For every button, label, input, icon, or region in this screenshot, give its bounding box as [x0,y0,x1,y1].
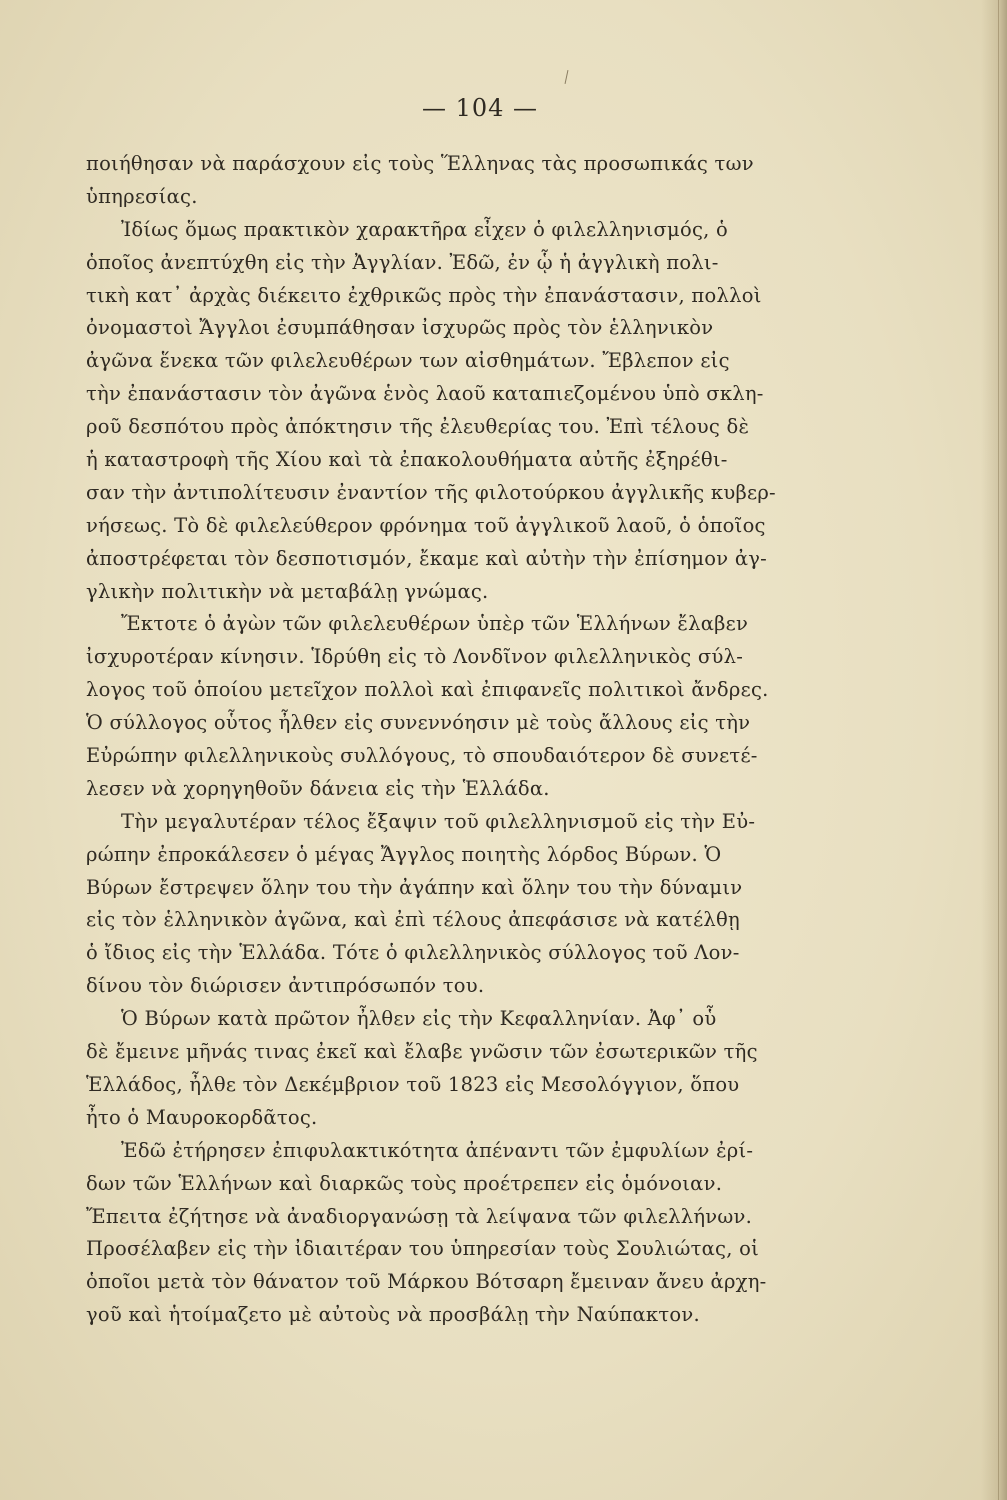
paragraph-start-line: Ἔκτοτε ὁ ἀγὼν τῶν φιλελευθέρων ὑπὲρ τῶν Ἑλλήνων ἔλαβεν [121,612,749,636]
text-line: ἡ καταστροφὴ τῆς Χίου καὶ τὰ ἐπακολουθήματα αὐτῆς ἐξηρέθι- [86,448,728,472]
text-line: νήσεως. Τὸ δὲ φιλελεύθερον φρόνημα τοῦ ἀγγλικοῦ λαοῦ, ὁ ὁποῖος [86,513,766,537]
page-edge-line [998,0,999,1500]
text-line: ὁ ἴδιος εἰς τὴν Ἑλλάδα. Τότε ὁ φιλελληνικὸς σύλλογος τοῦ Λον- [86,941,740,965]
text-line: δίνου τὸν διώρισεν ἀντιπρόσωπόν του. [86,974,485,998]
text-line: Ἑλλάδος, ἦλθε τὸν Δεκέμβριον τοῦ 1823 εἰς Μεσολόγγιον, ὅπου [86,1072,740,1096]
page-edge-shadow [981,0,1007,1500]
text-line: ἀγῶνα ἕνεκα τῶν φιλελευθέρων των αἰσθημάτων. Ἔβλεπον εἰς [86,349,730,373]
paragraph-start-line: Τὴν μεγαλυτέραν τέλος ἔξαψιν τοῦ φιλελληνισμοῦ εἰς τὴν Εὐ- [121,809,756,833]
text-line: ρώπην ἐπροκάλεσεν ὁ μέγας Ἄγγλος ποιητὴς λόρδος Βύρων. Ὁ [86,842,722,866]
text-line: ἰσχυροτέραν κίνησιν. Ἱδρύθη εἰς τὸ Λονδῖνον φιλελληνικὸς σύλ- [86,645,744,669]
text-line: δὲ ἔμεινε μῆνάς τινας ἐκεῖ καὶ ἔλαβε γνῶσιν τῶν ἐσωτερικῶν τῆς [86,1040,758,1064]
text-line: λογος τοῦ ὁποίου μετεῖχον πολλοὶ καὶ ἐπιφανεῖς πολιτικοὶ ἄνδρες. [86,678,769,702]
text-line: Εὐρώπην φιλελληνικοὺς συλλόγους, τὸ σπουδαιότερον δὲ συνετέ- [86,744,758,768]
text-line: Ἔπειτα ἐζήτησε νὰ ἀναδιοργανώσῃ τὰ λείψανα τῶν φιλελλήνων. [86,1204,753,1228]
text-line: ἀποστρέφεται τὸν δεσποτισμόν, ἔκαμε καὶ αὐτὴν τὴν ἐπίσημον ἀγ- [86,546,768,570]
text-line: γλικὴν πολιτικὴν νὰ μεταβάλῃ γνώμας. [86,579,489,603]
text-line: γοῦ καὶ ἡτοίμαζετο μὲ αὐτοὺς νὰ προσβάλῃ τὴν Ναύπακτον. [86,1303,700,1327]
body-text [86,148,846,1332]
text-line: Ὁ σύλλογος οὗτος ἦλθεν εἰς συνεννόησιν μὲ τοὺς ἄλλους εἰς τὴν [86,711,751,735]
text-line: εἰς τὸν ἑλληνικὸν ἀγῶνα, καὶ ἐπὶ τέλους ἀπεφάσισε νὰ κατέλθῃ [86,908,740,932]
text-line: τὴν ἐπανάστασιν τὸν ἀγῶνα ἑνὸς λαοῦ καταπιεζομένου ὑπὸ σκλη- [86,382,764,406]
paragraph-start-line: Ἰδίως ὅμως πρακτικὸν χαρακτῆρα εἶχεν ὁ φιλελληνισμός, ὁ [121,217,729,241]
paragraph-start-line: Ὁ Βύρων κατὰ πρῶτον ἦλθεν εἰς τὴν Κεφαλληνίαν. Ἀφ᾿ οὗ [121,1007,717,1031]
text-line: ὁποῖος ἀνεπτύχθη εἰς τὴν Ἀγγλίαν. Ἐδῶ, ἐν ᾧ ἡ ἀγγλικὴ πολι- [86,250,719,274]
text-line: ὑπηρεσίας. [86,184,198,208]
text-line: λεσεν νὰ χορηγηθοῦν δάνεια εἰς τὴν Ἑλλάδα. [86,776,550,800]
text-line: δων τῶν Ἑλλήνων καὶ διαρκῶς τοὺς προέτρεπεν εἰς ὁμόνοιαν. [86,1171,723,1195]
paragraph-start-line: Ἐδῶ ἐτήρησεν ἐπιφυλακτικότητα ἀπέναντι τῶν ἐμφυλίων ἐρί- [121,1138,754,1162]
page-number: — 104 — [421,94,539,122]
text-line: σαν τὴν ἀντιπολίτευσιν ἐναντίον τῆς φιλοτούρκου ἀγγλικῆς κυβερ- [86,480,776,504]
ink-speck [565,70,569,84]
text-line: ὀνομαστοὶ Ἄγγλοι ἐσυμπάθησαν ἰσχυρῶς πρὸς τὸν ἑλληνικὸν [86,316,714,340]
text-line: ὁποῖοι μετὰ τὸν θάνατον τοῦ Μάρκου Βότσαρη ἔμειναν ἄνευ ἀρχη- [86,1270,767,1294]
text-line: ποιήθησαν νὰ παράσχουν εἰς τοὺς Ἕλληνας τὰς προσωπικάς των [86,152,754,175]
text-line: τικὴ κατ᾿ ἀρχὰς διέκειτο ἐχθρικῶς πρὸς τὴν ἐπανάστασιν, πολλοὶ [86,283,762,307]
text-line: ροῦ δεσπότου πρὸς ἀπόκτησιν τῆς ἐλευθερίας του. Ἐπὶ τέλους δὲ [86,415,750,439]
text-line: Βύρων ἔστρεψεν ὅλην του τὴν ἀγάπην καὶ ὅλην του τὴν δύναμιν [86,875,743,899]
text-line: ἦτο ὁ Μαυροκορδᾶτος. [86,1105,318,1129]
text-line: Προσέλαβεν εἰς τὴν ἰδιαιτέραν του ὑπηρεσίαν τοὺς Σουλιώτας, οἱ [86,1237,760,1261]
